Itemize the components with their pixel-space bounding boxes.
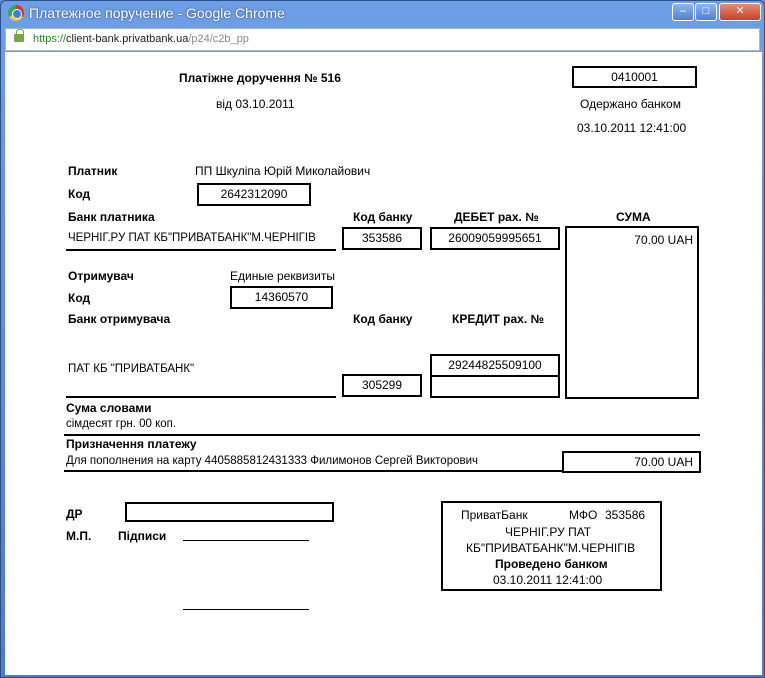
signature-line-1 [183, 540, 309, 541]
received-label: Одержано банком [580, 97, 681, 111]
payer-code-box: 2642312090 [197, 183, 311, 206]
document-title: Платіжне доручення № 516 [179, 71, 341, 85]
url-host: client-bank.privatbank.ua [66, 33, 189, 45]
stamp-status: Проведено банком [495, 557, 608, 571]
purpose-text: Для пополнения на карту 4405885812431333 Филимонов Сергей Викторович [66, 455, 479, 467]
sum-words: сімдесят грн. 00 коп. [66, 418, 177, 430]
payer-bank-label: Банк платника [68, 210, 155, 224]
sum-box [565, 226, 699, 399]
url-scheme: https:// [33, 33, 67, 45]
lock-icon [14, 34, 24, 42]
stamp-mfo-label: МФО [569, 508, 598, 522]
stamp-date: 03.10.2011 12:41:00 [493, 573, 603, 587]
stamp-line-2: КБ"ПРИВАТБАНК"М.ЧЕРНІГІВ [466, 541, 636, 555]
sum-words-label: Сума словами [66, 401, 152, 415]
purpose-sum-box: 70.00 UAH [562, 451, 701, 473]
form-code-box: 0410001 [572, 66, 697, 88]
address-bar[interactable] [5, 28, 760, 51]
stamp-bank-name: ПриватБанк [461, 508, 528, 522]
window-title: Платежное поручение - Google Chrome [29, 5, 285, 21]
payer-bank-code-box: 353586 [342, 227, 422, 250]
receiver-bank-name: ПАТ КБ "ПРИВАТБАНК" [68, 363, 195, 375]
payer-label: Платник [68, 164, 118, 178]
signature-line-2 [183, 609, 309, 610]
url-path: /p24/c2b_pp [188, 33, 249, 45]
bank-code-label: Код банку [353, 210, 413, 224]
minimize-button[interactable]: – [672, 3, 694, 21]
dr-box [125, 502, 334, 522]
receiver-name: Единые реквизиты [230, 269, 335, 283]
payer-bank-name: ЧЕРНІГ.РУ ПАТ КБ"ПРИВАТБАНК"М.ЧЕРНІГІВ [68, 232, 316, 244]
debit-account-label: ДЕБЕТ рах. № [454, 210, 539, 224]
credit-account-box: 29244825509100 [430, 354, 560, 377]
payer-bank-underline [66, 249, 336, 251]
payer-code-label: Код [68, 187, 91, 201]
receiver-bank-underline [66, 396, 336, 398]
stamp-line-1: ЧЕРНІГ.РУ ПАТ [505, 525, 592, 539]
purpose-label: Призначення платежу [66, 437, 197, 451]
mp-label: М.П. [66, 529, 92, 543]
credit-account-label: КРЕДИТ рах. № [452, 312, 544, 326]
sum-words-divider [64, 434, 700, 436]
signatures-label: Підписи [118, 529, 167, 543]
maximize-button[interactable]: □ [695, 3, 717, 21]
sum-value: 70.00 UAH [634, 233, 693, 247]
credit-account-box-empty [430, 375, 560, 398]
purpose-underline [64, 470, 562, 472]
receiver-label: Отримувач [68, 269, 134, 283]
receiver-code-label: Код [68, 291, 91, 305]
bank-stamp [441, 501, 662, 591]
sum-label: СУМА [616, 210, 651, 224]
title-bar [1, 1, 764, 27]
stamp-mfo-value: 353586 [605, 508, 646, 522]
document-date: від 03.10.2011 [216, 97, 295, 111]
receiver-bank-code-box: 305299 [342, 374, 422, 397]
close-button[interactable]: ✕ [719, 3, 761, 21]
received-datetime: 03.10.2011 12:41:00 [577, 121, 687, 135]
receiver-bank-code-label: Код банку [353, 312, 413, 326]
chrome-icon [8, 5, 24, 21]
url-text[interactable] [33, 33, 249, 45]
receiver-code-box: 14360570 [230, 286, 333, 309]
debit-account-box: 26009059995651 [430, 227, 560, 250]
receiver-bank-label: Банк отримувача [68, 312, 171, 326]
payment-order-document [5, 52, 762, 675]
dr-label: ДР [66, 507, 83, 521]
payer-name: ПП Шкуліпа Юрій Миколайович [195, 164, 371, 178]
